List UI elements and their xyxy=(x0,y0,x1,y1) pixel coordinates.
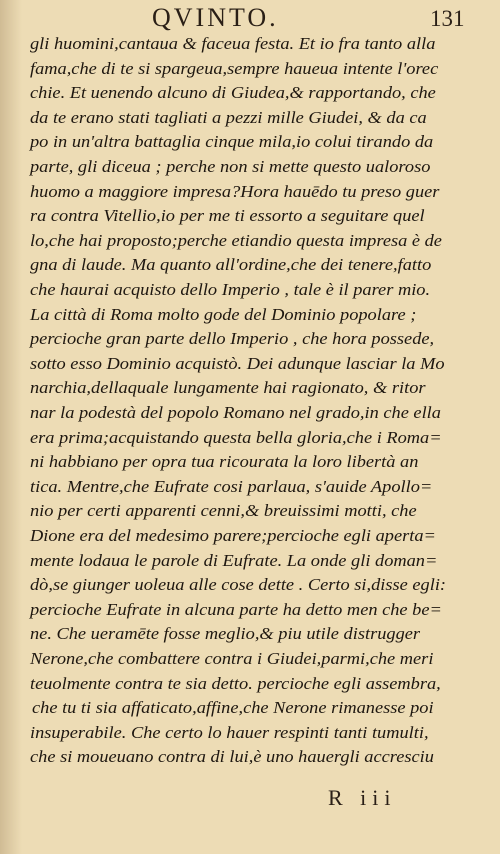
text-line: nar la podestà del popolo Romano nel grado,in che ella xyxy=(30,403,441,422)
text-line: percioche gran parte dello Imperio , che hora possede, xyxy=(30,329,435,349)
text-line: po in un'altra battaglia cinque mila,io colui tirando da xyxy=(30,132,434,152)
text-line: che haurai acquisto dello Imperio , tale è il parer mio. xyxy=(30,280,431,299)
text-line: gli huomini,cantaua & faceua festa. Et io fra tanto alla xyxy=(30,34,436,53)
text-line: da te erano stati tagliati a pezzi mille Giudei, & da ca xyxy=(30,107,427,127)
text-line: narchia,dellaquale lungamente hai ragionato, & ritor xyxy=(30,378,426,398)
gutter-shadow xyxy=(0,0,22,854)
text-line: ne. Che ueramēte fosse meglio,& piu utile distrugger xyxy=(30,624,421,644)
text-line: parte, gli diceua ; perche non si mette questo ualoroso xyxy=(30,157,431,176)
text-line: che tu ti sia affaticato,affine,che Nerone rimanesse poi xyxy=(32,698,434,718)
text-line: lo,che hai proposto;perche etiandio questa impresa è de xyxy=(30,230,442,250)
text-line: nio per certi apparenti cenni,& breuissimi motti, che xyxy=(30,501,417,521)
running-head-title: QVINTO. xyxy=(152,3,279,32)
text-line: che si moueuano contra di lui,è uno hauergli accresciu xyxy=(30,747,434,767)
page-number: 131 xyxy=(430,6,465,31)
text-line: La città di Roma molto gode del Dominio popolare ; xyxy=(30,304,417,324)
text-line: teuolmente contra te sia detto. percioche egli assembra, xyxy=(30,673,441,693)
signature-mark: R iii xyxy=(328,785,397,810)
running-head xyxy=(0,2,500,34)
text-line: Dione era del medesimo parere;percioche egli aperta= xyxy=(30,526,436,545)
text-line: dò,se giunger uoleua alle cose dette . Certo si,disse egli: xyxy=(30,575,447,595)
text-line: sotto esso Dominio acquistò. Dei adunque lasciar la Mo xyxy=(30,353,445,373)
text-line: huomo a maggiore impresa?Hora hauēdo tu preso guer xyxy=(30,181,440,201)
text-line: gna di laude. Ma quanto all'ordine,che dei tenere,fatto xyxy=(30,255,432,275)
text-line: ni habbiano per opra tua ricourata la loro libertà an xyxy=(30,452,419,472)
text-line: mente lodaua le parole di Eufrate. La onde gli doman= xyxy=(30,550,438,570)
text-line: percioche Eufrate in alcuna parte ha detto men che be= xyxy=(30,599,442,619)
text-line: ra contra Vitellio,io per me ti essorto a seguitare quel xyxy=(30,206,425,226)
text-line: Nerone,che combattere contra i Giudei,parmi,che meri xyxy=(30,649,434,668)
text-line: insuperabile. Che certo lo hauer respinti tanti tumulti, xyxy=(30,722,429,742)
text-line: tica. Mentre,che Eufrate cosi parlaua, s'auide Apollo= xyxy=(30,476,433,496)
text-line: chie. Et uenendo alcuno di Giudea,& rapportando, che xyxy=(30,83,436,103)
text-line: era prima;acquistando questa bella gloria,che i Roma= xyxy=(30,427,442,447)
text-line: fama,che di te si spargeua,sempre haueua intente l'orec xyxy=(30,58,439,78)
